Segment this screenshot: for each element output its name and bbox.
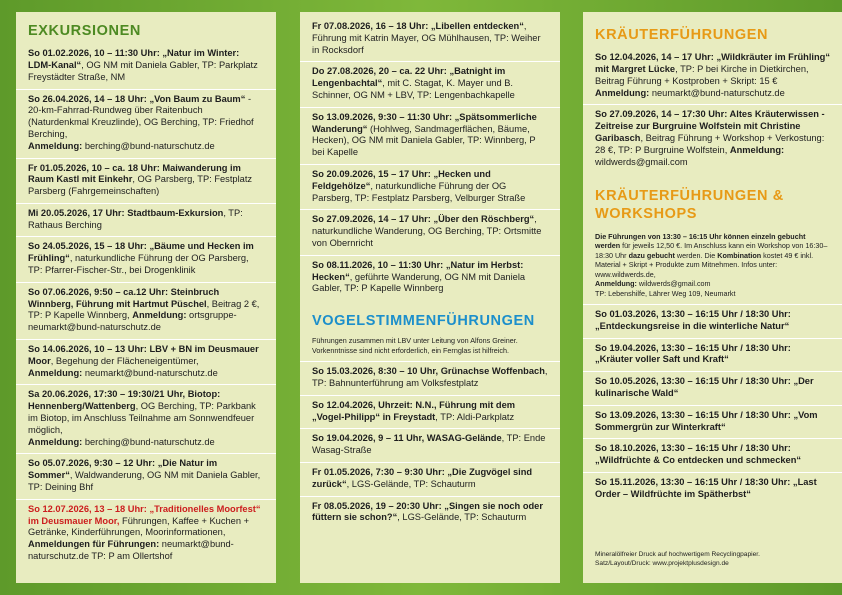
event-entry (16, 44, 276, 88)
workshop-entry (583, 405, 842, 439)
heading-vogelstimmen: VOGELSTIMMENFÜHRUNGEN (312, 313, 535, 330)
registration-contact: neumarkt@bund-naturschutz.de (82, 367, 218, 378)
event-title: So 08.11.2026, 10 – 11:30 Uhr: „Natur im Herbst: Hecken“ (312, 259, 524, 282)
event-entry (300, 164, 560, 209)
heading-workshops (583, 173, 842, 229)
panel-exkursionen (16, 12, 276, 583)
event-details: , naturkundliche Führung der OG Parsberg, TP: Festplatz Parsberg, Velburger Straße (312, 180, 526, 203)
event-title: So 13.09.2026, 13:30 – 16:15 Uhr / 18:30 Uhr: „Vom Sommergrün zur Winterkraft“ (595, 409, 818, 432)
event-title: So 01.02.2026, 10 – 11:30 Uhr: „Natur im Winter: LDM-Kanal“ (28, 48, 240, 70)
registration-contact: wildwerds@gmail.com (595, 156, 688, 167)
event-title: Fr 08.05.2026, 19 – 20:30 Uhr: „Singen sie noch oder füttern sie schon?“ (312, 500, 543, 523)
workshop-entry (583, 304, 842, 338)
event-title: So 15.11.2026, 13:30 – 16:15 Uhr / 18:30 Uhr: „Last Order – Wildfrüchte im Spätherbst“ (595, 477, 817, 499)
vogel-intro: Führungen zusammen mit LBV unter Leitung von Alfons Greiner. Vorkenntnisse sind nicht erforderlich, ein Fernglas ist hilfreich. (312, 336, 518, 355)
event-title: So 05.07.2026, 9:30 – 12 Uhr: „Die Natur im Sommer“ (28, 458, 218, 481)
registration-contact: neumarkt@bund-naturschutz.de TP: P am Ollertshof (28, 539, 234, 562)
heading-kraeuterfuehrungen: KRÄUTERFÜHRUNGEN (595, 27, 769, 43)
event-entry (300, 361, 560, 395)
event-entry (16, 339, 276, 384)
registration-label: Anmeldung: (595, 87, 650, 98)
event-entry (16, 282, 276, 339)
event-title: So 27.09.2026, 14 – 17:30 Uhr: Altes Kräuterwissen - Zeitreise zur Burgruine Wolfstein mit Christine Garibasch (595, 109, 825, 143)
event-entry (300, 255, 560, 300)
event-title: So 01.03.2026, 13:30 – 16:15 Uhr / 18:30 Uhr: „Entdeckungsreise in die winterliche Natur“ (595, 309, 791, 331)
event-entry (16, 203, 276, 237)
intro-bold-text: Kombination (717, 250, 762, 260)
event-title: So 14.06.2026, 10 – 13 Uhr: LBV + BN im Deusmauer Moor (28, 344, 259, 366)
event-title: So 15.03.2026, 8:30 – 10 Uhr, Grünachse Woffenbach (312, 366, 545, 377)
event-details: , TP: Bahnunterführung am Volksfestplatz (312, 366, 548, 389)
event-title: So 18.10.2026, 13:30 – 16:15 Uhr / 18:30 Uhr: „Wildfrüchte & Co entdecken und schmecken“ (595, 443, 802, 466)
event-title: So 26.04.2026, 14 – 18 Uhr: „Von Baum zu Baum“ (28, 93, 246, 104)
event-title: So 12.04.2026, 14 – 17 Uhr: „Wildkräuter im Frühling“ mit Margret Lücke (595, 52, 831, 74)
registration-label: Anmeldung: (729, 144, 785, 155)
event-title-highlight: So 12.07.2026, 13 – 18 Uhr: „Traditionelles Moorfest“ im Deusmauer Moor, (28, 503, 261, 526)
event-entry (16, 89, 276, 158)
intro-bold-text: dazu gebucht (628, 250, 675, 260)
registration-label: Anmeldungen für Führungen: (28, 539, 160, 550)
event-entry (16, 236, 276, 281)
registration-contact: berching@bund-naturschutz.de (82, 436, 215, 447)
registration-contact: berching@bund-naturschutz.de (82, 140, 215, 151)
event-details: , Führung mit Katrin Mayer, OG Mühlhausen, TP: Weiher in Rocksdorf (312, 21, 541, 55)
event-details: , naturkundliche Führung der OG Parsberg, TP: Pfarrer-Fischer-Str., bei Drogenklinik (28, 253, 249, 276)
intro-bold-text: Die Führungen von 13:30 – 16:15 Uhr können einzeln gebucht werden (595, 231, 806, 251)
panel-kraeuter (583, 12, 842, 583)
event-details: - 20-km-Fahrrad-Rundweg über Raitenbuch (Naturdenkmal Kreuzlinde), OG Berching, TP: Friedhof Berching, (28, 93, 254, 139)
event-details: , TP: Ende Wasag-Straße (312, 433, 546, 456)
event-title: So 20.09.2026, 15 – 17 Uhr: „Hecken und Feldgehölze“ (312, 168, 491, 191)
intro-text: wildwerds@gmail.com (636, 279, 711, 289)
event-title: Fr 01.05.2026, 10 – ca. 18 Uhr: Maiwanderung im Raum Kastl mit Einkehr (28, 162, 241, 185)
event-title: So 24.05.2026, 15 – 18 Uhr: „Bäume und Hecken im Frühling“ (28, 241, 254, 264)
event-entry (300, 395, 560, 429)
event-details: , Waldwanderung, OG NM mit Daniela Gabler, TP: Deining Bhf (28, 470, 261, 493)
event-title: Fr 01.05.2026, 7:30 – 9:30 Uhr: „Die Zugvögel sind zurück“ (312, 467, 533, 489)
event-details: , OG NM mit Daniela Gabler, TP: Parkplatz Freystädter Straße, NM (28, 59, 258, 82)
event-details: , LGS-Gelände, TP: Schauturm (397, 512, 527, 523)
event-details: , Begehung der Flächeneigentümer, (50, 355, 199, 366)
event-title: So 27.09.2026, 14 – 17 Uhr: „Über den Röschberg“ (312, 214, 535, 225)
event-details: Führungen, Kaffee + Kuchen + Getränke, Kinderführungen, Moorinformationen, (28, 515, 250, 538)
event-details: , naturkundliche Wanderung, OG Berching, TP: Ortsmitte von Obernricht (312, 214, 542, 248)
event-entry (300, 496, 560, 530)
intro-text: TP: Lebenshilfe, Lährer Weg 109, Neumarkt (595, 288, 736, 298)
event-title: So 19.04.2026, 9 – 11 Uhr, WASAG-Gelände (312, 433, 502, 444)
event-entry (583, 104, 842, 173)
registration-label: Anmeldung: (28, 140, 83, 151)
heading-exkursionen: EXKURSIONEN (28, 23, 141, 39)
registration-label: Anmeldung: (28, 367, 83, 378)
event-entry (300, 61, 560, 106)
event-details: , TP: P bei Kirche in Dietkirchen, Beitrag Führung + Kostproben + Skript: 15 € (595, 63, 809, 86)
registration-label: Anmeldung: (132, 310, 187, 321)
workshop-entry (583, 438, 842, 472)
event-entry (300, 462, 560, 496)
registration-contact: neumarkt@bund-naturschutz.de (649, 87, 785, 98)
heading-workshops-line1: KRÄUTERFÜHRUNGEN & (595, 188, 784, 205)
event-title: So 19.04.2026, 13:30 – 16:15 Uhr / 18:30 Uhr: „Kräuter voller Saft und Kraft“ (595, 342, 791, 365)
intro-text: werden. Die (674, 250, 718, 260)
event-entry (16, 158, 276, 203)
workshop-entry (583, 472, 842, 506)
heading-workshops-line2: WORKSHOPS (595, 206, 698, 223)
event-title: Do 27.08.2026, 20 – ca. 22 Uhr: „Batnight im Lengenbachtal“ (312, 66, 506, 89)
event-entry (300, 12, 560, 61)
event-details: , OG Berching, TP: Parkbank im Biotop, im Anschluss Teilnahme am Sonnwendfeuer möglich, (28, 401, 256, 435)
event-details: , TP: Aldi-Parkplatz (435, 411, 515, 422)
event-details: , OG Parsberg, TP: Festplatz Parsberg (Fahrgemeinschaften) (28, 174, 253, 197)
print-footer (595, 551, 833, 569)
workshops-intro (583, 230, 842, 305)
event-details: , LGS-Gelände, TP: Schauturm (346, 478, 476, 489)
workshop-entry (583, 371, 842, 405)
event-entry (16, 453, 276, 498)
event-details: , geführte Wanderung, OG NM mit Daniela Gabler, TP: P Kapelle Winnberg (312, 271, 526, 294)
intro-bold-text: Anmeldung: (595, 279, 637, 289)
event-entry (300, 209, 560, 254)
event-entry (583, 48, 842, 104)
intro-text: kostet 49 € inkl. Material + Skript + Produkte zum Mitnehmen. Infos unter: www.wildwerds.de, (595, 250, 814, 279)
registration-label: Anmeldung: (28, 436, 83, 447)
event-details: , Beitrag Führung + Workshop + Verkostung: 28 €, TP: P Burgruine Wolfstein, (595, 132, 825, 155)
event-entry-highlight (16, 499, 276, 568)
event-details: , TP: Rathaus Berching (28, 207, 243, 230)
event-title: So 07.06.2026, 9:50 – ca.12 Uhr: Steinbruch Winnberg, Führung mit Hartmut Püschel (28, 286, 220, 309)
event-title: So 12.04.2026, Uhrzeit: N.N., Führung mit dem „Vogel-Philipp“ in Freystadt (312, 399, 516, 422)
event-title: So 10.05.2026, 13:30 – 16:15 Uhr / 18:30 Uhr: „Der kulinarische Wald“ (595, 376, 814, 399)
event-details: , Beitrag 2 €, TP: P Kapelle Winnberg, (28, 298, 260, 321)
event-title: So 13.09.2026, 9:30 – 11:30 Uhr: „Spätsommerliche Wanderung“ (312, 111, 537, 134)
event-details: (Hohlweg, Sandmagerflächen, Bäume, Hecken), OG NM mit Daniela Gabler, TP: Winnberg, P bei Kapelle (312, 123, 536, 158)
footer-line: Satz/Layout/Druck: www.projektplusdesign.de (595, 560, 729, 568)
registration-contact: ortsgruppe-neumarkt@bund-naturschutz.de (28, 310, 237, 333)
event-details: , mit C. Stagat, K. Mayer und B. Schinner, OG NM + LBV, TP: Lengenbachkapelle (312, 78, 515, 100)
event-entry (300, 107, 560, 164)
workshop-entry (583, 338, 842, 372)
event-title: Sa 20.06.2026, 17:30 – 19:30/21 Uhr, Biotop: Hennenberg/Wattenberg (28, 389, 221, 412)
event-entry (300, 428, 560, 462)
event-title: Mi 20.05.2026, 17 Uhr: Stadtbaum-Exkursion (28, 207, 224, 218)
panel-column-2 (300, 12, 560, 583)
intro-text: für jeweils 12,50 €. Im Anschluss kann ein Workshop von 16:30– 18:30 Uhr (595, 241, 828, 260)
event-entry (16, 384, 276, 453)
footer-line: Mineralölfreier Druck auf hochwertigem Recyclingpapier. (595, 551, 760, 559)
event-title: Fr 07.08.2026, 16 – 18 Uhr: „Libellen entdecken“ (312, 21, 524, 31)
